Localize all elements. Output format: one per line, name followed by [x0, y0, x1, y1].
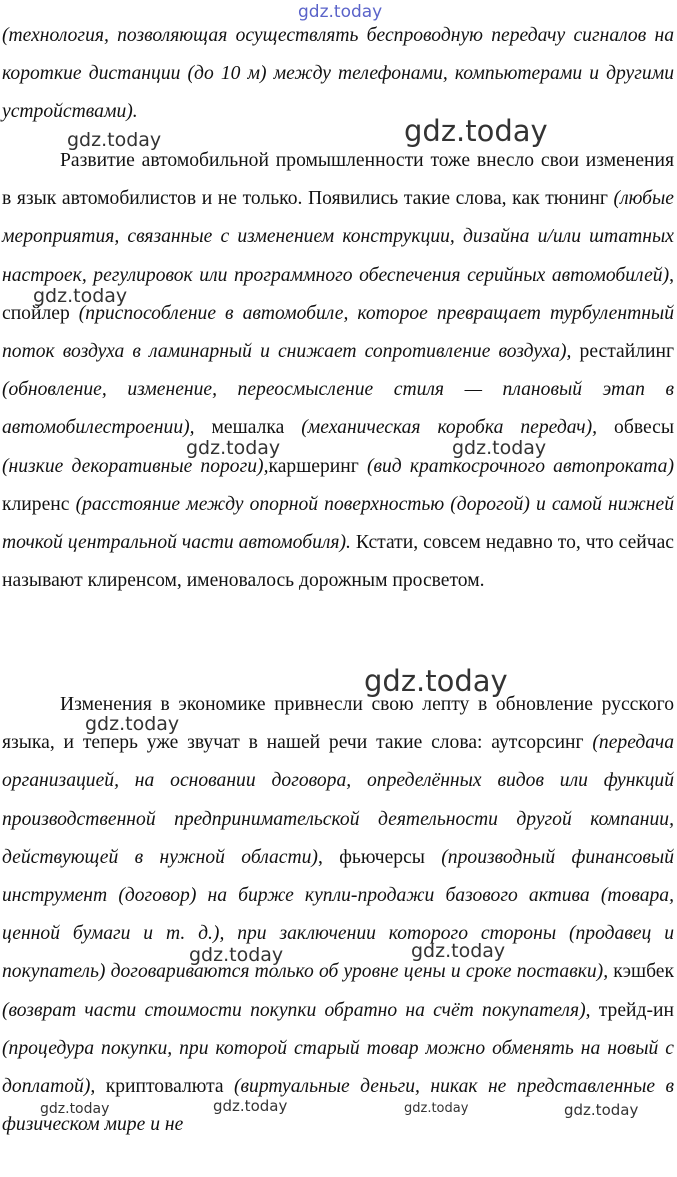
paragraph-economy-terms — [2, 686, 674, 1144]
definition-text: (механическая коробка передач), — [301, 417, 598, 439]
body-text: Развитие автомобильной промышленности тоже внесло свои изменения в язык автомобилистов и не только. Появились такие слова, как тюнинг — [2, 150, 674, 210]
watermark: gdz.today — [33, 285, 128, 307]
body-text: мешалка — [194, 417, 302, 439]
body-text: каршеринг — [268, 455, 367, 477]
body-text: криптовалюта — [95, 1076, 235, 1098]
definition-text: (низкие декоративные пороги), — [2, 455, 269, 477]
body-text: , спойлер — [2, 264, 674, 324]
definition-text: (виртуальные деньги, никак не представленные в физическом мире и не — [2, 1076, 674, 1136]
definition-text: (любые мероприятия, связанные с изменением конструкции, дизайна и/или штатных настроек, регулировок или программного обеспечения серийных автомобилей) — [2, 188, 674, 286]
watermark: gdz.today — [411, 940, 506, 962]
definition-text: (обновление, изменение, переосмысление стиля — плановый этап в автомобилестроении), — [2, 379, 674, 439]
watermark: gdz.today — [404, 114, 548, 148]
paragraph-automotive-terms — [2, 142, 674, 600]
watermark: gdz.today — [85, 713, 180, 735]
body-text: Кстати, совсем недавно то, что сейчас называют клиренсом, именовалось дорожным просветом. — [2, 532, 674, 592]
definition-text: (приспособление в автомобиле, которое превращает турбулентный поток воздуха в ламинарный и снижает сопротивление воздуха), — [2, 302, 675, 363]
definition-text: (передача организацией, на основании договора, определённых видов или функций производственной предпринимательской деятельности другой компании, действующей в нужной области) — [2, 732, 674, 868]
definition-text: (производный финансовый инструмент (договор) на бирже купли-продажи базового актива (товара, ценной бумаги и т. д.), при заключении которого стороны (продавец и покупатель) договариваются только об уровне цены и сроке поставки), — [2, 846, 674, 983]
definition-text: (расстояние между опорной поверхностью (дорогой) и самой нижней точкой центральной части автомобиля). — [2, 493, 674, 554]
body-text: обвесы — [597, 417, 674, 439]
watermark: gdz.today — [298, 2, 383, 22]
paragraph-bluetooth-definition — [2, 17, 674, 132]
body-text: , трейд-ин — [585, 999, 674, 1021]
definition-text: (технология, позволяющая осуществлять беспроводную передачу сигналов на короткие дистанции (до 10 м) между телефонами, компьютерами и другими устройствами). — [2, 25, 674, 123]
body-text: кэшбек — [608, 961, 674, 983]
body-text: клиренс — [2, 493, 76, 515]
body-text: рестайлинг — [571, 341, 674, 363]
watermark: gdz.today — [404, 1101, 469, 1116]
watermark: gdz.today — [213, 1097, 288, 1115]
definition-text: (процедура покупки, при которой старый товар можно обменять на новый с доплатой), — [2, 1037, 674, 1098]
body-text: , фьючерсы — [317, 846, 442, 868]
watermark: gdz.today — [364, 664, 508, 698]
watermark: gdz.today — [40, 1101, 110, 1117]
definition-text: (вид краткосрочного автопроката) — [366, 455, 674, 477]
watermark: gdz.today — [452, 437, 547, 459]
watermark: gdz.today — [189, 944, 284, 966]
watermark: gdz.today — [564, 1101, 639, 1119]
watermark: gdz.today — [67, 129, 162, 151]
watermark: gdz.today — [186, 437, 281, 459]
definition-text: (возврат части стоимости покупки обратно на счёт покупателя) — [2, 999, 586, 1021]
body-text: Изменения в экономике привнесли свою лепту в обновление русского языка, и теперь уже звучат в нашей речи такие слова: аутсорсинг — [2, 694, 674, 754]
